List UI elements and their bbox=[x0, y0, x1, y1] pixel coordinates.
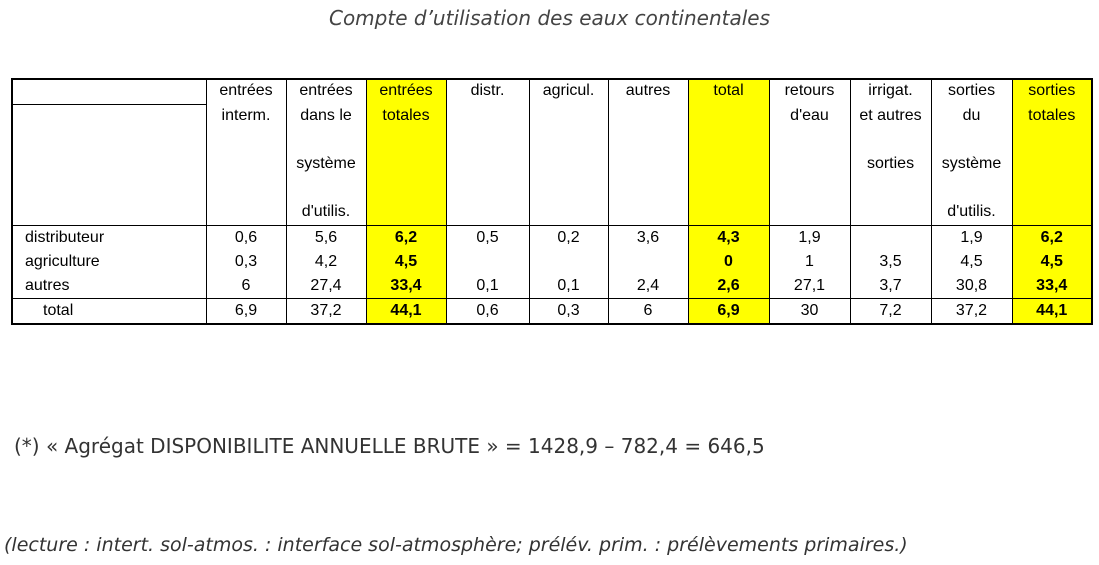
column-header-cell: d'utilis. bbox=[286, 201, 366, 226]
value-cell: 33,4 bbox=[366, 274, 446, 299]
column-header-cell bbox=[608, 105, 688, 154]
value-cell: 6 bbox=[608, 299, 688, 325]
value-cell: 44,1 bbox=[366, 299, 446, 325]
column-header-cell bbox=[688, 201, 769, 226]
header-corner-cell bbox=[12, 105, 206, 154]
aggregate-note: (*) « Agrégat DISPONIBILITE ANNUELLE BRUTE » = 1428,9 – 782,4 = 646,5 bbox=[14, 434, 765, 458]
value-cell: 1,9 bbox=[769, 226, 850, 251]
header-corner-cell bbox=[12, 201, 206, 226]
column-header-cell bbox=[446, 105, 529, 154]
value-cell: 5,6 bbox=[286, 226, 366, 251]
column-header-cell: d'eau bbox=[769, 105, 850, 154]
column-header-cell bbox=[769, 201, 850, 226]
value-cell: 30,8 bbox=[931, 274, 1012, 299]
value-cell: 6,9 bbox=[206, 299, 286, 325]
column-header-cell bbox=[769, 153, 850, 201]
column-header-cell bbox=[446, 201, 529, 226]
value-cell: 6,2 bbox=[366, 226, 446, 251]
column-header-cell bbox=[1012, 201, 1092, 226]
column-header-cell bbox=[446, 153, 529, 201]
table-row bbox=[12, 250, 1092, 274]
column-header-cell: entrées bbox=[366, 79, 446, 105]
value-cell: 2,6 bbox=[688, 274, 769, 299]
row-label: distributeur bbox=[12, 226, 206, 251]
value-cell: 37,2 bbox=[931, 299, 1012, 325]
reading-note: (lecture : intert. sol-atmos. : interface sol-atmosphère; prélév. prim. : prélèvements primaires.) bbox=[4, 534, 908, 556]
value-cell: 37,2 bbox=[286, 299, 366, 325]
header-corner-cell bbox=[12, 79, 206, 105]
value-cell: 4,3 bbox=[688, 226, 769, 251]
water-use-account-table bbox=[11, 78, 1093, 325]
value-cell: 3,6 bbox=[608, 226, 688, 251]
value-cell bbox=[446, 250, 529, 274]
value-cell: 30 bbox=[769, 299, 850, 325]
value-cell bbox=[850, 226, 931, 251]
value-cell: 0,1 bbox=[446, 274, 529, 299]
value-cell: 2,4 bbox=[608, 274, 688, 299]
column-header-cell: totales bbox=[1012, 105, 1092, 154]
value-cell: 27,1 bbox=[769, 274, 850, 299]
column-header-cell: interm. bbox=[206, 105, 286, 154]
table-row bbox=[12, 226, 1092, 251]
column-header-cell bbox=[529, 105, 608, 154]
column-header-cell: sorties bbox=[931, 79, 1012, 105]
column-header-cell: totales bbox=[366, 105, 446, 154]
column-header-cell: retours bbox=[769, 79, 850, 105]
column-header-cell: système bbox=[286, 153, 366, 201]
table-row bbox=[12, 299, 1092, 325]
column-header-cell bbox=[206, 153, 286, 201]
value-cell: 0,5 bbox=[446, 226, 529, 251]
column-header-cell: sorties bbox=[850, 153, 931, 201]
value-cell: 6 bbox=[206, 274, 286, 299]
value-cell: 3,5 bbox=[850, 250, 931, 274]
value-cell bbox=[529, 250, 608, 274]
column-header-cell: système bbox=[931, 153, 1012, 201]
column-header-cell: d'utilis. bbox=[931, 201, 1012, 226]
column-header-cell: autres bbox=[608, 79, 688, 105]
column-header-cell bbox=[529, 201, 608, 226]
table-row bbox=[12, 274, 1092, 299]
value-cell: 0,3 bbox=[529, 299, 608, 325]
row-label: agriculture bbox=[12, 250, 206, 274]
column-header-cell: du bbox=[931, 105, 1012, 154]
column-header-cell bbox=[366, 201, 446, 226]
column-header-cell: dans le bbox=[286, 105, 366, 154]
column-header-cell bbox=[688, 105, 769, 154]
value-cell: 4,5 bbox=[931, 250, 1012, 274]
value-cell: 0,1 bbox=[529, 274, 608, 299]
table-caption: Compte d’utilisation des eaux continentales bbox=[328, 6, 770, 30]
column-header-cell bbox=[206, 201, 286, 226]
value-cell: 1,9 bbox=[931, 226, 1012, 251]
value-cell: 6,9 bbox=[688, 299, 769, 325]
column-header-cell: total bbox=[688, 79, 769, 105]
value-cell: 27,4 bbox=[286, 274, 366, 299]
value-cell: 4,5 bbox=[1012, 250, 1092, 274]
value-cell: 4,5 bbox=[366, 250, 446, 274]
header-corner-cell bbox=[12, 153, 206, 201]
column-header-cell bbox=[529, 153, 608, 201]
column-header-cell bbox=[1012, 153, 1092, 201]
column-header-cell: entrées bbox=[286, 79, 366, 105]
value-cell: 0,3 bbox=[206, 250, 286, 274]
column-header-cell: entrées bbox=[206, 79, 286, 105]
value-cell: 4,2 bbox=[286, 250, 366, 274]
column-header-cell bbox=[608, 201, 688, 226]
value-cell: 44,1 bbox=[1012, 299, 1092, 325]
value-cell: 6,2 bbox=[1012, 226, 1092, 251]
row-label: total bbox=[12, 299, 206, 325]
column-header-cell bbox=[688, 153, 769, 201]
value-cell: 0,6 bbox=[446, 299, 529, 325]
value-cell bbox=[608, 250, 688, 274]
value-cell: 0,6 bbox=[206, 226, 286, 251]
column-header-cell bbox=[608, 153, 688, 201]
column-header-cell: sorties bbox=[1012, 79, 1092, 105]
column-header-cell: et autres bbox=[850, 105, 931, 154]
column-header-cell: agricul. bbox=[529, 79, 608, 105]
value-cell: 3,7 bbox=[850, 274, 931, 299]
value-cell: 1 bbox=[769, 250, 850, 274]
column-header-cell bbox=[850, 201, 931, 226]
column-header-cell: distr. bbox=[446, 79, 529, 105]
column-header-cell: irrigat. bbox=[850, 79, 931, 105]
value-cell: 7,2 bbox=[850, 299, 931, 325]
value-cell: 0 bbox=[688, 250, 769, 274]
value-cell: 33,4 bbox=[1012, 274, 1092, 299]
value-cell: 0,2 bbox=[529, 226, 608, 251]
row-label: autres bbox=[12, 274, 206, 299]
column-header-cell bbox=[366, 153, 446, 201]
